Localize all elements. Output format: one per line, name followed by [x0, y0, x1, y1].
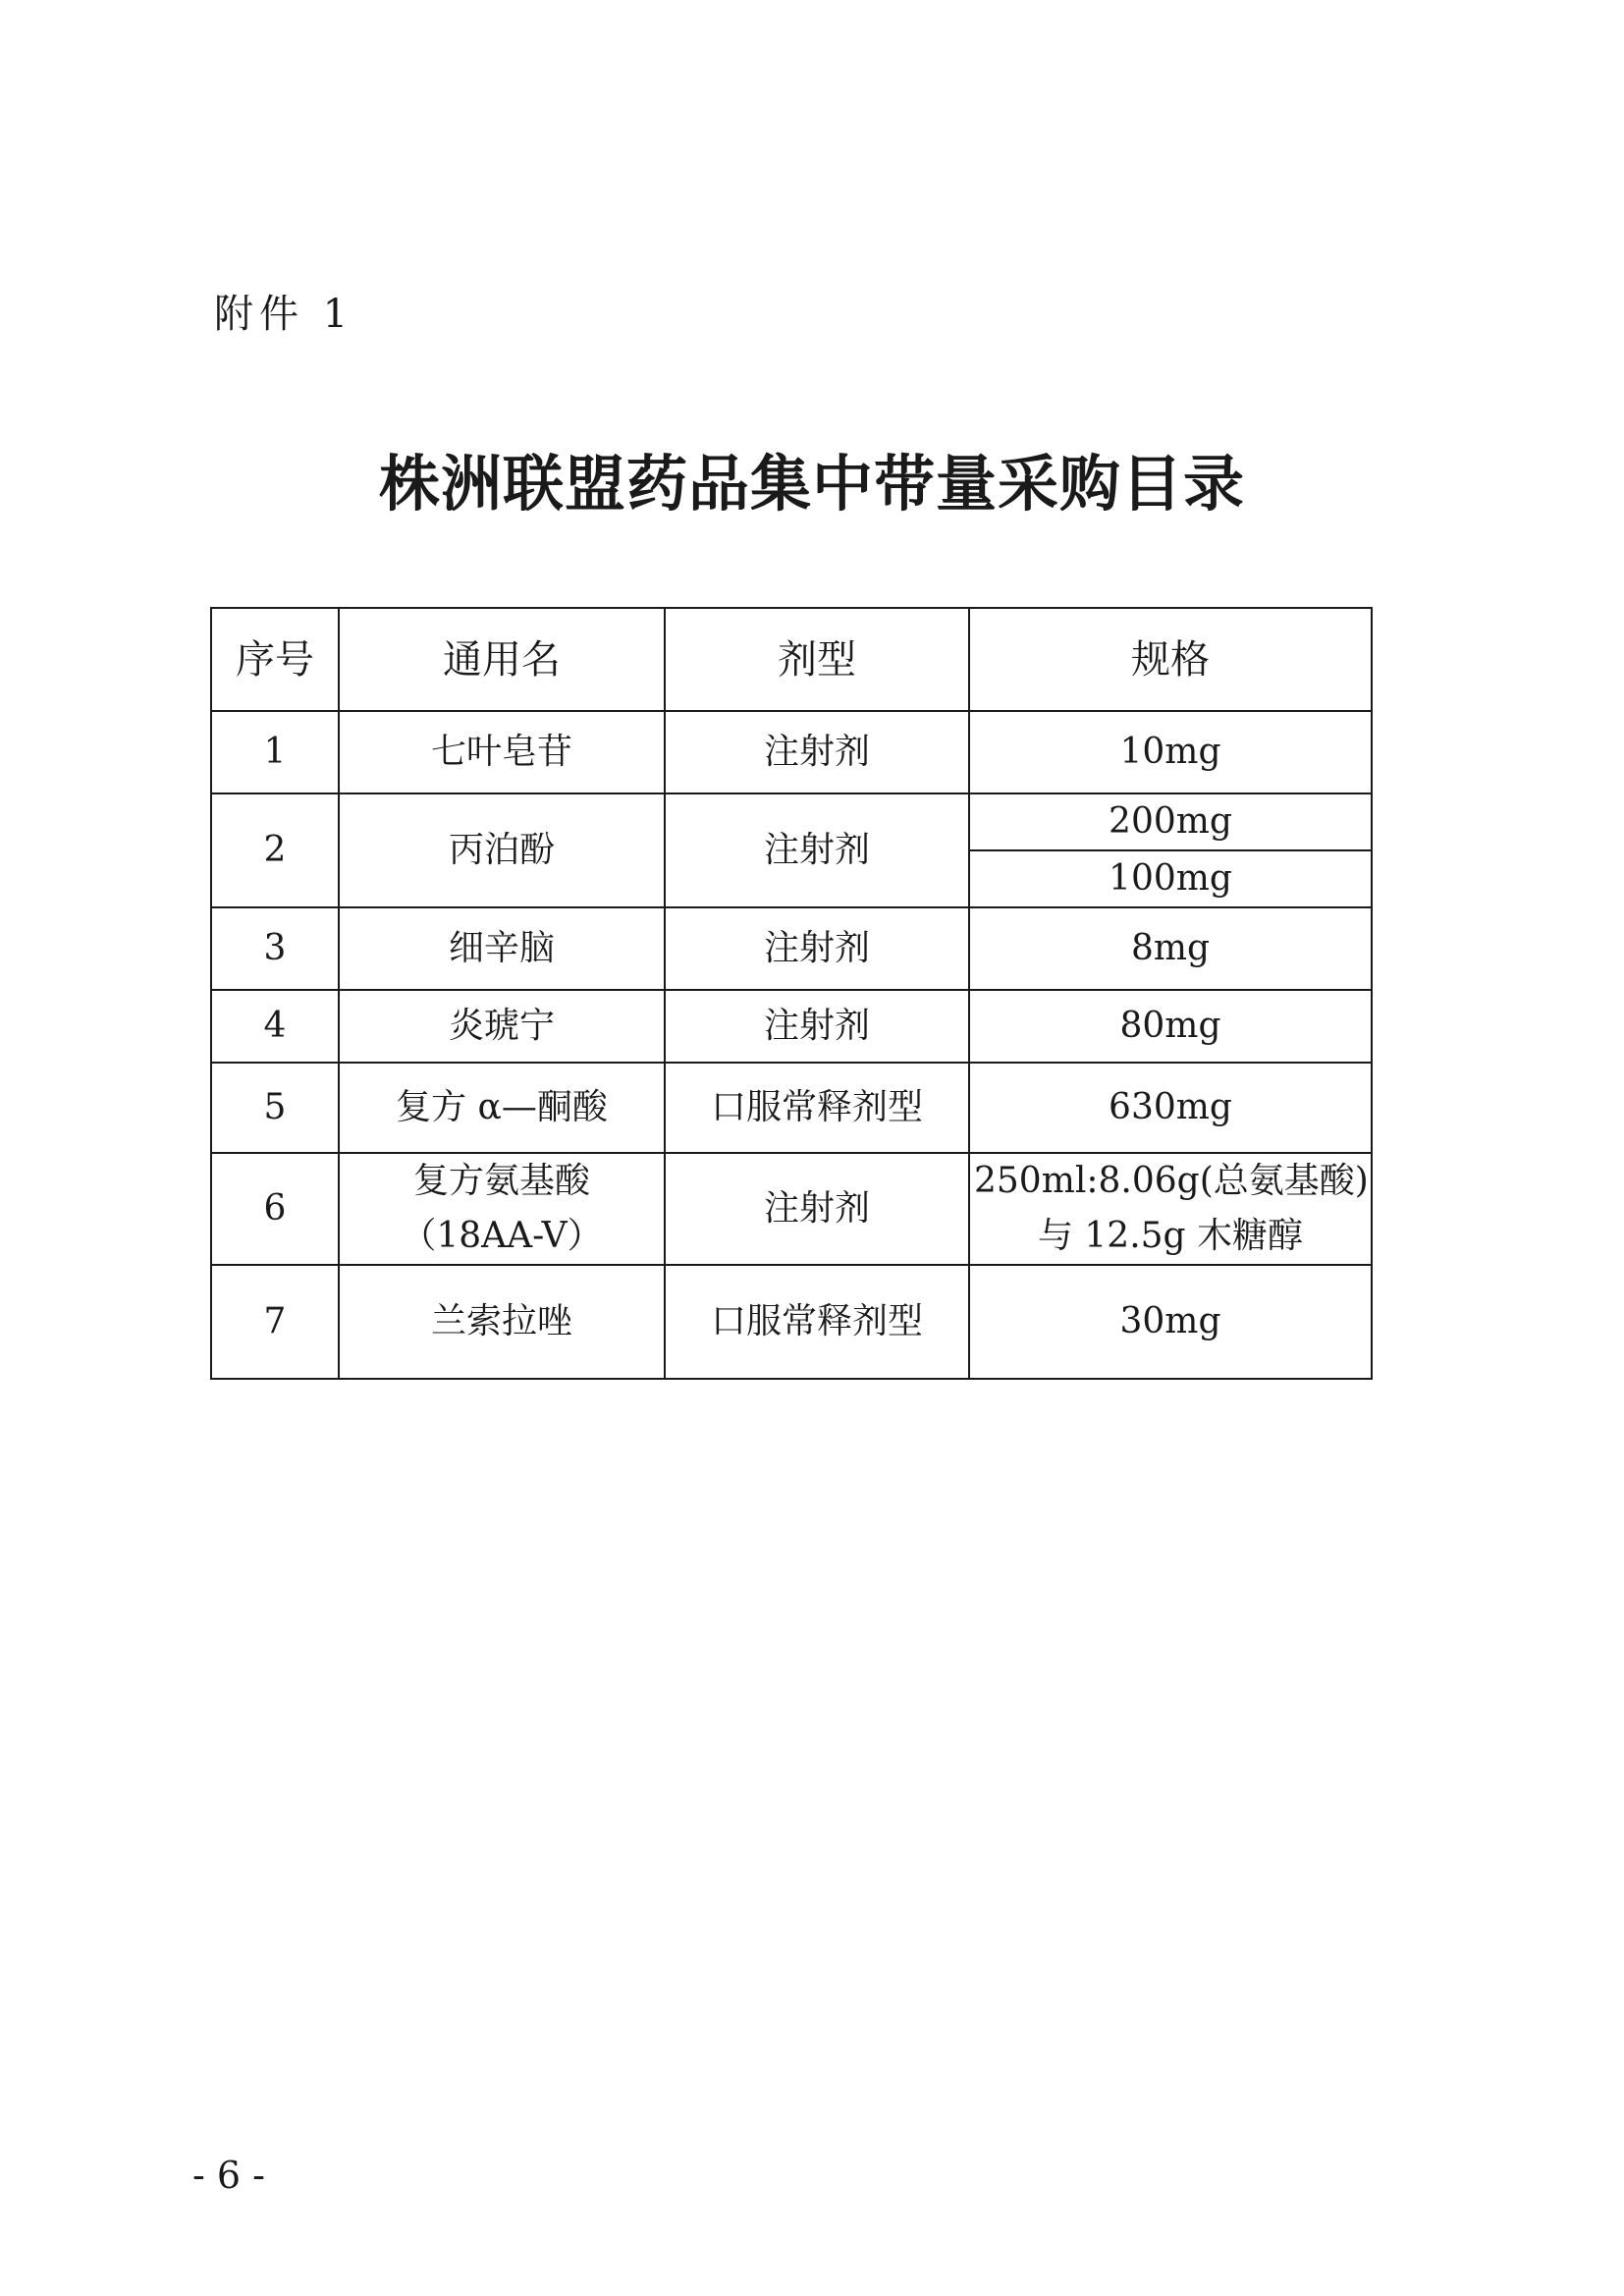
cell-form: 注射剂	[665, 990, 969, 1063]
cell-form: 口服常释剂型	[665, 1063, 969, 1153]
header-no: 序号	[211, 608, 339, 711]
cell-no: 7	[211, 1265, 339, 1379]
document-title: 株洲联盟药品集中带量采购目录	[378, 448, 1245, 519]
cell-name: 丙泊酚	[339, 793, 665, 907]
cell-spec: 8mg	[969, 907, 1372, 990]
cell-name: 七叶皂苷	[339, 711, 665, 793]
table-row	[211, 907, 1372, 990]
cell-name	[339, 1153, 665, 1265]
page-number: - 6 -	[192, 2154, 266, 2197]
cell-no: 2	[211, 793, 339, 907]
cell-name: 兰索拉唑	[339, 1265, 665, 1379]
procurement-catalog-table	[210, 607, 1373, 1380]
cell-name: 细辛脑	[339, 907, 665, 990]
cell-name: 复方 α—酮酸	[339, 1063, 665, 1153]
table-row	[211, 1063, 1372, 1153]
table-row	[211, 990, 1372, 1063]
table-row	[211, 1153, 1372, 1265]
cell-spec: 30mg	[969, 1265, 1372, 1379]
cell-spec: 80mg	[969, 990, 1372, 1063]
cell-spec: 630mg	[969, 1063, 1372, 1153]
attachment-label: 附件 1	[214, 292, 354, 337]
cell-spec-line: 250ml:8.06g(总氨基酸)	[974, 1161, 1369, 1201]
cell-name-line: 复方氨基酸	[412, 1161, 590, 1201]
cell-no: 4	[211, 990, 339, 1063]
cell-name: 炎琥宁	[339, 990, 665, 1063]
cell-form: 口服常释剂型	[665, 1265, 969, 1379]
cell-spec	[969, 1153, 1372, 1265]
cell-form: 注射剂	[665, 793, 969, 907]
cell-spec: 200mg	[969, 793, 1372, 850]
cell-no: 3	[211, 907, 339, 990]
cell-no: 6	[211, 1153, 339, 1265]
cell-no: 5	[211, 1063, 339, 1153]
header-spec: 规格	[969, 608, 1372, 711]
cell-form: 注射剂	[665, 711, 969, 793]
cell-spec: 10mg	[969, 711, 1372, 793]
cell-no: 1	[211, 711, 339, 793]
table-row	[211, 1265, 1372, 1379]
header-form: 剂型	[665, 608, 969, 711]
table-header-row	[211, 608, 1372, 711]
cell-spec-line: 与 12.5g 木糖醇	[1037, 1215, 1304, 1256]
table-row	[211, 793, 1372, 850]
cell-form: 注射剂	[665, 1153, 969, 1265]
table-row	[211, 711, 1372, 793]
cell-spec: 100mg	[969, 850, 1372, 907]
header-name: 通用名	[339, 608, 665, 711]
cell-form: 注射剂	[665, 907, 969, 990]
cell-name-line: （18AA-V）	[401, 1215, 603, 1256]
